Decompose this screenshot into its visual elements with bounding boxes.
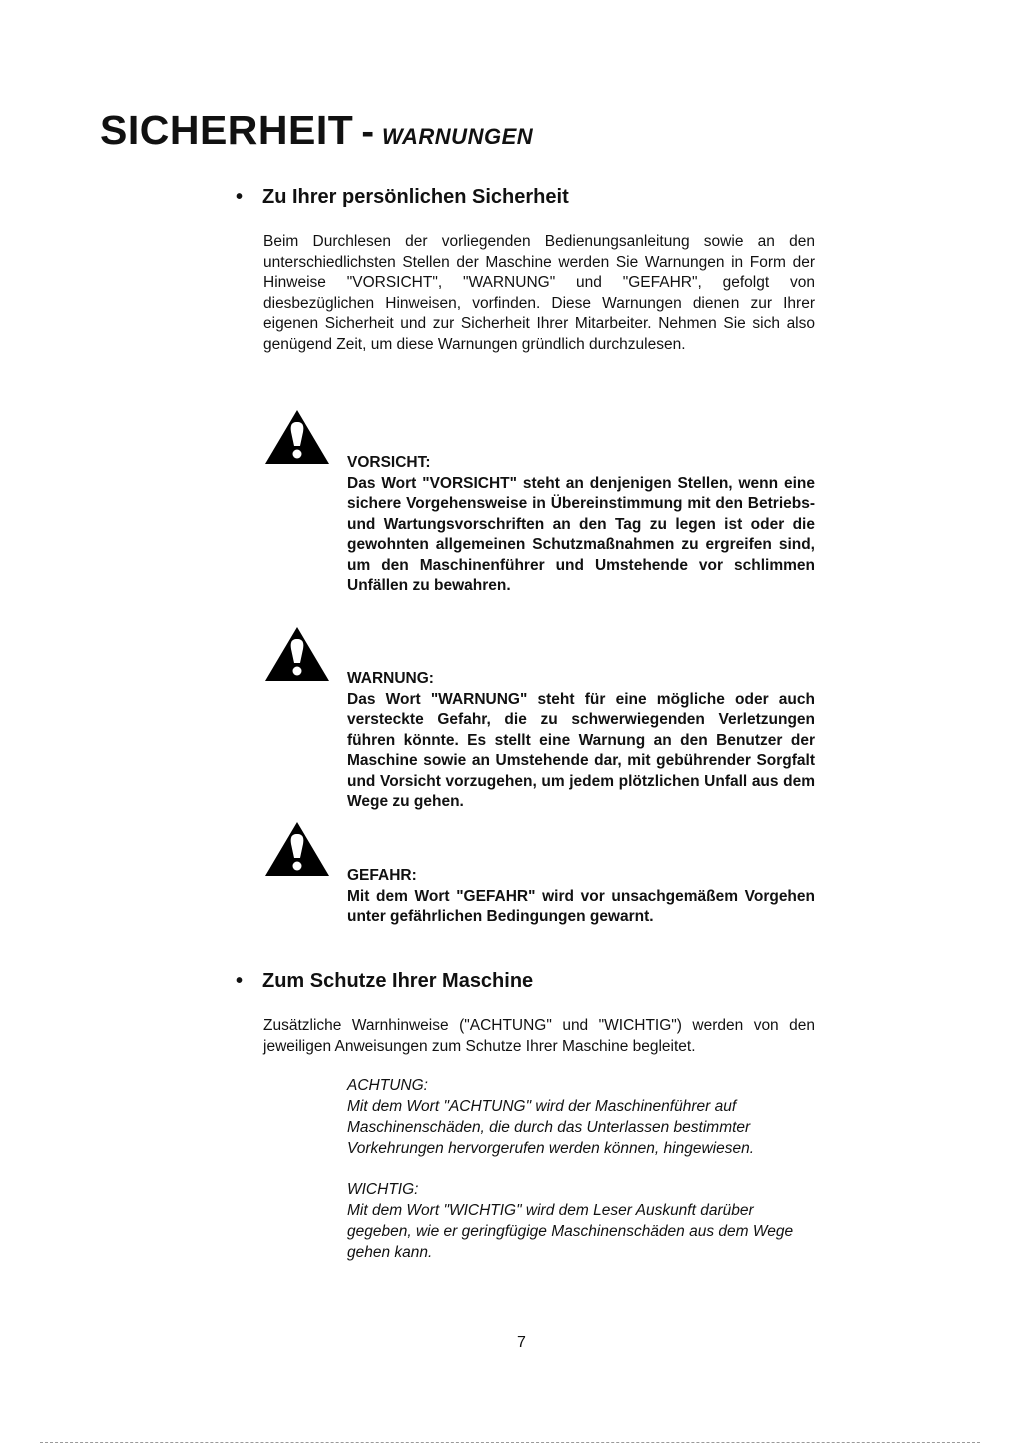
note-block-achtung [347,1075,817,1159]
warning-block-warnung [347,669,815,813]
warning-triangle-icon [263,820,331,878]
note-label: WICHTIG: [347,1181,419,1198]
title-main: SICHERHEIT [100,107,354,153]
warning-triangle-icon [263,408,331,466]
note-text: Mit dem Wort "ACHTUNG" wird der Maschinenführer auf Maschinenschäden, die durch das Unterlassen bestimmter Vorkehrungen hervorgerufen werden können, hingewiesen. [347,1098,755,1157]
bullet-icon: • [236,186,244,208]
warning-text: Das Wort "WARNUNG" steht für eine mögliche oder auch versteckte Gefahr, die zu schwerwiegenden Verletzungen führen könnte. Es stellt eine Warnung an den Benutzer der Maschine sowie an Umstehende dar, mit gebührender Sorgfalt und Vorsicht vorzugehen, um jedem plötzlichen Unfall aus dem Wege zu gehen. [347,690,815,810]
warning-label: VORSICHT: [347,454,431,471]
warning-triangle-icon [263,625,331,683]
note-label: ACHTUNG: [347,1077,428,1094]
warning-text: Das Wort "VORSICHT" steht an denjenigen Stellen, wenn eine sichere Vorgehensweise in Übereinstimmung mit den Betriebs- und Wartungsvorschriften an den Tag zu legen ist oder die gewohnten allgemeinen Schutzmaßnahmen zu ergreifen sind, um den Maschinenführer und Umstehende vor schlimmen Unfällen zu bewahren. [347,474,815,594]
intro-paragraph: Beim Durchlesen der vorliegenden Bedienungsanleitung sowie an den unterschiedlichsten Stellen der Maschine werden Sie Warnungen in Form der Hinweise "VORSICHT", "WARNUNG" und "GEFAHR", gefolgt von diesbezüglichen Hinweisen, vorfinden. Diese Warnungen dienen zur Ihrer eigenen Sicherheit und zur Sicherheit Ihrer Mitarbeiter. Nehmen Sie sich also genügend Zeit, um diese Warnungen gründlich durchzulesen. [263,233,815,353]
note-text: Mit dem Wort "WICHTIG" wird dem Leser Auskunft darüber gegeben, wie er geringfügige Maschinenschäden aus dem Wege gehen kann. [347,1202,794,1261]
page-title [100,107,534,153]
page-number: 7 [517,1334,526,1351]
section-heading-personal-safety [236,186,569,209]
section-heading-text: Zu Ihrer persönlichen Sicherheit [262,186,569,208]
warning-block-gefahr [347,866,815,928]
scan-footer-line [40,1442,980,1443]
note-block-wichtig [347,1179,817,1263]
machine-intro-paragraph: Zusätzliche Warnhinweise ("ACHTUNG" und "WICHTIG") werden von den jeweiligen Anweisungen zum Schutze Ihrer Maschine begleitet. [263,1017,815,1055]
title-separator: - [361,111,374,153]
warning-label: GEFAHR: [347,867,417,884]
warning-block-vorsicht [347,453,815,597]
warning-text: Mit dem Wort "GEFAHR" wird vor unsachgemäßem Vorgehen unter gefährlichen Bedingungen gewarnt. [347,887,815,925]
section-heading-machine-protection [236,970,533,993]
bullet-icon: • [236,970,244,992]
title-subtitle: WARNUNGEN [381,124,534,149]
section-heading-text: Zum Schutze Ihrer Maschine [262,970,534,992]
warning-label: WARNUNG: [347,670,434,687]
